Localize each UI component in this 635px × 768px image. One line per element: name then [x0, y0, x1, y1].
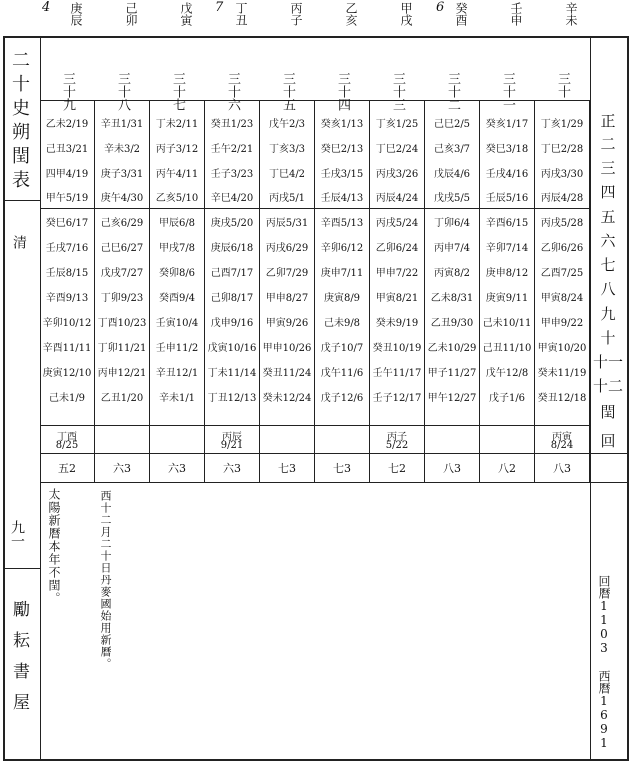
year-column-6 [371, 112, 423, 411]
month-cell: 辛丑1/31 [100, 119, 144, 130]
month-cell: 癸亥1/17 [485, 119, 529, 130]
western-year: 西曆1691 [597, 670, 611, 750]
month-cell: 丙辰5/31 [265, 218, 309, 229]
month-cell: 辛酉6/15 [485, 218, 529, 229]
month-cell: 四甲4/19 [45, 169, 89, 180]
leap-month-ganzhi: 丙寅 [552, 432, 572, 443]
year-column-4 [261, 112, 313, 411]
month-cell: 丁巳2/28 [540, 144, 584, 155]
month-cell: 辛未3/2 [103, 144, 141, 155]
month-cell: 己酉7/17 [210, 268, 254, 279]
row-label-4: 五 [600, 208, 616, 226]
month-cell: 庚寅8/9 [323, 293, 361, 304]
note-solar: 太陽新曆本年不閏。 [47, 488, 61, 605]
month-cell: 辛酉9/13 [45, 293, 89, 304]
row-label-9: 十 [600, 329, 616, 347]
month-cell: 丁丑12/13 [207, 393, 257, 404]
month-cell: 壬辰8/15 [45, 268, 89, 279]
month-cell: 丁未2/11 [155, 119, 199, 130]
month-cell: 己丑11/10 [482, 343, 532, 354]
month-cell: 癸巳3/18 [485, 144, 529, 155]
hui-mark: 八3 [443, 462, 461, 475]
hui-mark: 六3 [223, 462, 241, 475]
month-cell: 丁亥3/3 [268, 144, 306, 155]
month-cell: 辛卯7/14 [485, 243, 529, 254]
leap-month-ganzhi: 丙子 [387, 432, 407, 443]
hui-mark: 八2 [498, 462, 516, 475]
month-cell: 壬申11/2 [155, 343, 199, 354]
month-cell: 丙午4/11 [155, 169, 199, 180]
month-cell: 癸酉9/4 [158, 293, 196, 304]
top-ganzhi-7: 癸酉 [454, 2, 468, 26]
month-cell: 己未9/8 [323, 318, 361, 329]
month-cell: 丙辰4/28 [540, 193, 584, 204]
hui-mark: 七3 [278, 462, 296, 475]
month-cell: 壬子3/23 [210, 169, 254, 180]
month-cell: 癸未9/19 [375, 318, 419, 329]
top-ganzhi-3: 丁丑 [234, 2, 248, 26]
hui-mark: 八3 [553, 462, 571, 475]
month-cell: 庚申8/12 [485, 268, 529, 279]
year-heading-8: 三十一 [500, 72, 515, 111]
month-cell: 丁巳4/2 [268, 169, 306, 180]
month-cell: 癸丑12/18 [537, 393, 587, 404]
book-title: 二十史朔閏表 [9, 50, 30, 194]
month-cell: 壬午11/17 [372, 368, 422, 379]
month-cell: 辛未1/1 [158, 393, 196, 404]
month-cell: 丙申12/21 [97, 368, 147, 379]
hui-mark: 六3 [113, 462, 131, 475]
leap-month-date: 5/22 [385, 440, 409, 451]
month-cell: 壬戌7/16 [45, 243, 89, 254]
year-column-7 [426, 112, 478, 411]
leap-month-ganzhi: 丙辰 [222, 432, 242, 443]
month-cell: 甲寅8/21 [375, 293, 419, 304]
page-number: 九一 [9, 520, 25, 548]
month-cell: 乙卯7/29 [265, 268, 309, 279]
month-cell: 戊寅10/16 [207, 343, 257, 354]
leap-month-date: 9/21 [220, 440, 244, 451]
month-cell: 甲辰6/8 [158, 218, 196, 229]
month-cell: 丙戌3/26 [375, 169, 419, 180]
year-column-1 [96, 112, 148, 411]
month-cell: 甲寅8/24 [540, 293, 584, 304]
top-number-1: 4 [42, 0, 51, 15]
month-cell: 甲寅9/26 [265, 318, 309, 329]
row-label-0: 正 [600, 112, 616, 130]
year-column-2 [151, 112, 203, 411]
row-label-5: 六 [600, 232, 616, 250]
month-cell: 庚子3/31 [100, 169, 144, 180]
month-cell: 戊辰4/6 [433, 169, 471, 180]
month-cell: 己未1/9 [48, 393, 86, 404]
month-cell: 庚午4/30 [100, 193, 144, 204]
month-cell: 己巳2/5 [433, 119, 471, 130]
year-column-8 [481, 112, 533, 411]
month-cell: 丁卯9/23 [100, 293, 144, 304]
month-cell: 丙戌5/1 [268, 193, 306, 204]
month-cell: 癸未12/24 [262, 393, 312, 404]
month-cell: 丙戌5/28 [540, 218, 584, 229]
month-cell: 乙未2/19 [45, 119, 89, 130]
month-cell: 戊申9/16 [210, 318, 254, 329]
month-cell: 戊午12/8 [485, 368, 529, 379]
top-ganzhi-9: 辛未 [564, 2, 578, 26]
year-heading-0: 三十九 [60, 72, 75, 111]
top-ganzhi-2: 戊寅 [179, 2, 193, 26]
hui-mark: 五2 [58, 462, 76, 475]
month-cell: 己丑3/21 [45, 144, 89, 155]
note-denmark: 西十二月二十日丹麥國始用新曆。 [99, 490, 112, 670]
month-cell: 辛巳4/20 [210, 193, 254, 204]
month-cell: 甲午12/27 [427, 393, 477, 404]
month-cell: 戊子10/7 [320, 343, 364, 354]
month-cell: 丙寅8/2 [433, 268, 471, 279]
year-heading-1: 三十八 [115, 72, 130, 111]
top-ganzhi-5: 乙亥 [344, 2, 358, 26]
month-cell: 戊戌5/5 [433, 193, 471, 204]
month-cell: 乙亥5/10 [155, 193, 199, 204]
month-cell: 壬辰4/13 [320, 193, 364, 204]
leap-month-date: 8/24 [550, 440, 574, 451]
month-cell: 辛酉5/13 [320, 218, 364, 229]
month-cell: 丁酉10/23 [97, 318, 147, 329]
month-cell: 戊戌7/27 [100, 268, 144, 279]
row-label-2: 三 [600, 159, 616, 177]
top-ganzhi-8: 壬申 [509, 2, 523, 26]
month-cell: 戊午2/3 [268, 119, 306, 130]
month-cell: 甲午5/19 [45, 193, 89, 204]
month-cell: 辛酉11/11 [42, 343, 92, 354]
top-ganzhi-6: 甲戌 [399, 2, 413, 26]
month-cell: 乙未8/31 [430, 293, 474, 304]
month-cell: 壬戌3/15 [320, 169, 364, 180]
month-cell: 戊午11/6 [320, 368, 364, 379]
month-cell: 丙子3/12 [155, 144, 199, 155]
month-cell: 乙卯6/24 [375, 243, 419, 254]
month-cell: 癸卯8/6 [158, 268, 196, 279]
month-cell: 壬寅10/4 [155, 318, 199, 329]
month-cell: 乙丑1/20 [100, 393, 144, 404]
month-cell: 甲戌7/8 [158, 243, 196, 254]
month-cell: 丁亥1/25 [375, 119, 419, 130]
row-label-12: 閏 [600, 403, 616, 421]
year-heading-7: 三十二 [445, 72, 460, 111]
year-heading-4: 三十五 [280, 72, 295, 111]
top-ganzhi-4: 丙子 [289, 2, 303, 26]
month-cell: 癸未11/19 [537, 368, 587, 379]
month-cell: 丁巳2/24 [375, 144, 419, 155]
top-number-3: 6 [436, 0, 445, 15]
month-cell: 癸丑10/19 [372, 343, 422, 354]
year-column-0 [41, 112, 93, 411]
month-cell: 己未10/11 [482, 318, 532, 329]
month-cell: 庚辰6/18 [210, 243, 254, 254]
month-cell: 癸巳6/17 [45, 218, 89, 229]
year-column-3 [206, 112, 258, 411]
row-label-1: 二 [600, 135, 616, 153]
month-cell: 己亥3/7 [433, 144, 471, 155]
month-cell: 甲申7/22 [375, 268, 419, 279]
month-cell: 乙未10/29 [427, 343, 477, 354]
month-cell: 戊子12/6 [320, 393, 364, 404]
publisher: 勵耘書屋 [9, 600, 29, 724]
month-cell: 壬戌4/16 [485, 169, 529, 180]
month-cell: 戊子1/6 [488, 393, 526, 404]
month-cell: 甲子11/27 [427, 368, 477, 379]
month-cell: 癸巳2/13 [320, 144, 364, 155]
month-cell: 癸丑1/23 [210, 119, 254, 130]
hui-mark: 六3 [168, 462, 186, 475]
hijri-year: 回曆1103 [597, 575, 611, 655]
year-column-5 [316, 112, 368, 411]
month-cell: 庚寅12/10 [42, 368, 92, 379]
month-cell: 乙酉7/25 [540, 268, 584, 279]
month-cell: 乙丑9/30 [430, 318, 474, 329]
year-heading-5: 三十四 [335, 72, 350, 111]
month-cell: 丙戌6/29 [265, 243, 309, 254]
month-cell: 丙申7/4 [433, 243, 471, 254]
month-cell: 辛卯10/12 [42, 318, 92, 329]
month-cell: 丙辰4/24 [375, 193, 419, 204]
hui-mark: 七2 [388, 462, 406, 475]
row-label-6: 七 [600, 256, 616, 274]
month-cell: 丙戌5/24 [375, 218, 419, 229]
month-cell: 壬子12/17 [372, 393, 422, 404]
row-label-13: 回 [600, 432, 616, 450]
row-label-11: 十二 [592, 377, 623, 395]
month-cell: 甲寅10/20 [537, 343, 587, 354]
month-cell: 壬辰5/16 [485, 193, 529, 204]
month-cell: 己亥6/29 [100, 218, 144, 229]
row-label-7: 八 [600, 280, 616, 298]
month-cell: 己卯8/17 [210, 293, 254, 304]
month-cell: 己巳6/27 [100, 243, 144, 254]
leap-month-ganzhi: 丁酉 [57, 432, 77, 443]
month-cell: 壬午2/21 [210, 144, 254, 155]
month-cell: 辛卯6/12 [320, 243, 364, 254]
month-cell: 甲申10/26 [262, 343, 312, 354]
leap-month-date: 8/25 [55, 440, 79, 451]
month-cell: 甲申8/27 [265, 293, 309, 304]
month-cell: 庚寅9/11 [485, 293, 529, 304]
year-heading-2: 三十七 [170, 72, 185, 111]
month-cell: 丁亥1/29 [540, 119, 584, 130]
month-cell: 癸亥1/13 [320, 119, 364, 130]
row-label-3: 四 [600, 183, 616, 201]
top-ganzhi-0: 庚辰 [69, 2, 83, 26]
month-cell: 庚戌5/20 [210, 218, 254, 229]
month-cell: 甲申9/22 [540, 318, 584, 329]
month-cell: 庚申7/11 [320, 268, 364, 279]
month-cell: 丙戌3/30 [540, 169, 584, 180]
row-label-8: 九 [600, 305, 616, 323]
year-heading-6: 三十三 [390, 72, 405, 111]
top-ganzhi-1: 己卯 [124, 2, 138, 26]
month-cell: 丁未11/14 [207, 368, 257, 379]
month-cell: 丁卯11/21 [97, 343, 147, 354]
top-number-2: 7 [215, 0, 224, 15]
year-heading-9: 三十 [555, 72, 570, 98]
month-cell: 丁卯6/4 [433, 218, 471, 229]
year-heading-3: 三十六 [225, 72, 240, 111]
year-column-9 [536, 112, 588, 411]
dynasty-label: 清 [11, 235, 27, 249]
row-label-10: 十一 [592, 353, 623, 371]
month-cell: 乙卯6/26 [540, 243, 584, 254]
month-cell: 癸丑11/24 [262, 368, 312, 379]
month-cell: 辛丑12/1 [155, 368, 199, 379]
hui-mark: 七3 [333, 462, 351, 475]
